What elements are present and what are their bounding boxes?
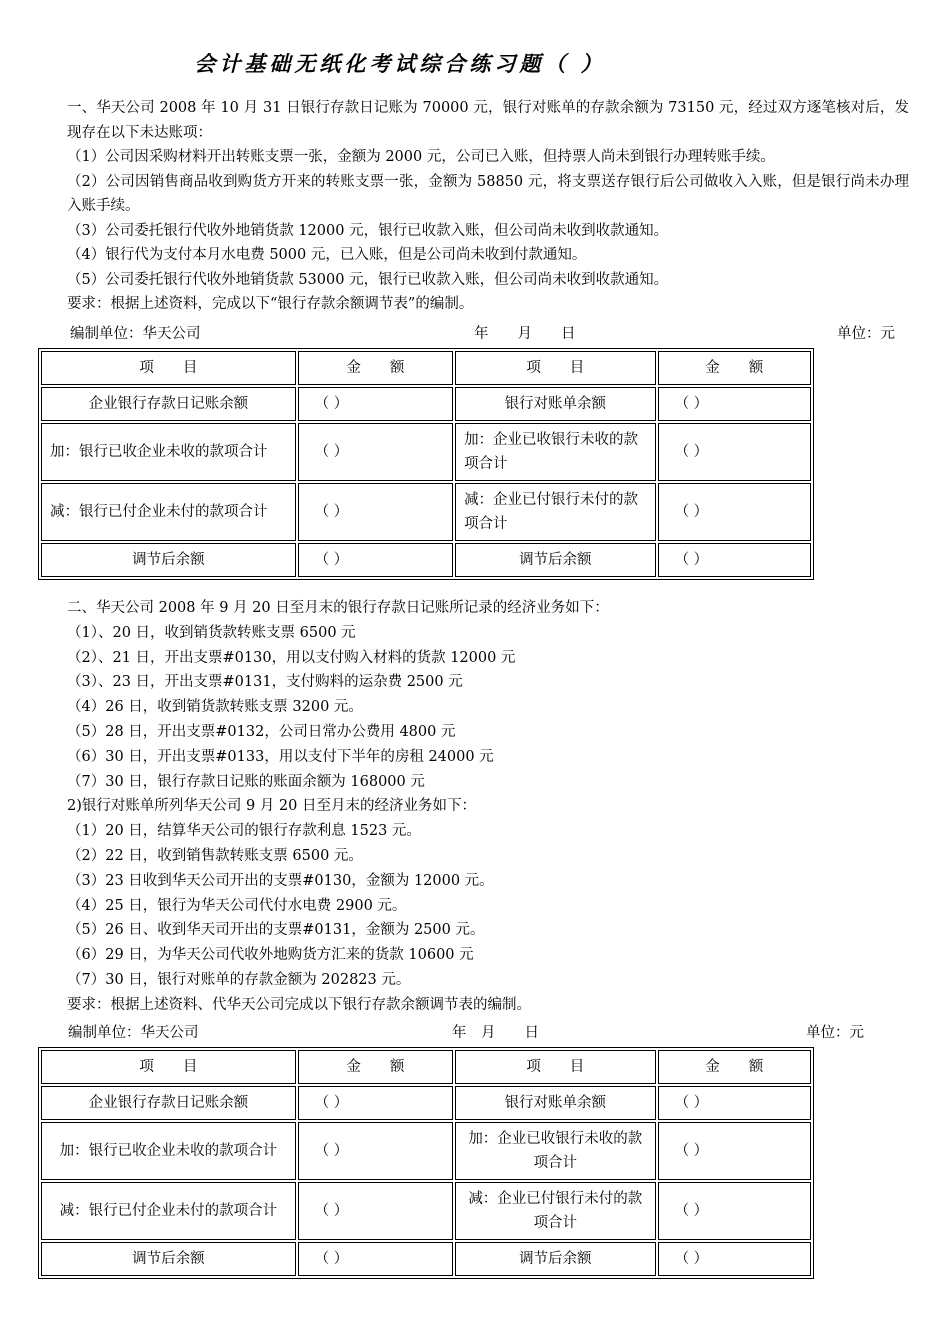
section2-item: （6）30 日，开出支票#0133，用以支付下半年的房租 24000 元: [67, 748, 494, 765]
section1-item: （5）公司委托银行代收外地销货款 53000 元，银行已收款入账，但公司尚未收到收款通知。: [67, 271, 669, 288]
cell-amount-blank[interactable]: （ ）: [298, 1122, 453, 1180]
table-row: [41, 1122, 811, 1180]
table-row: [41, 1086, 811, 1120]
table-row: [41, 543, 811, 577]
section1-intro: 一、华天公司 2008 年 10 月 31 日银行存款日记账为 70000 元，银行对账单的存款余额为 73150 元，经过双方逐笔核对后，发现存在以下未达账项：: [67, 100, 909, 141]
table2-unit-prefix: 编制单位：华天公司: [68, 1025, 199, 1041]
header-amount: 金 额: [298, 351, 453, 385]
section2-item: （5）26 日、收到华天司开出的支票#0131，金额为 2500 元。: [67, 922, 485, 939]
page-title: 会计基础无纸化考试综合练习题（ ）: [194, 51, 606, 76]
cell-amount-blank[interactable]: （ ）: [298, 387, 453, 421]
cell-label: 加：企业已收银行未收的款项合计: [455, 423, 656, 481]
table-header-row: [41, 1050, 811, 1084]
section2-item: （4）26 日，收到销货款转账支票 3200 元。: [67, 699, 363, 716]
cell-label: 企业银行存款日记账余额: [41, 1086, 296, 1120]
cell-label: 调节后余额: [41, 1242, 296, 1276]
reconciliation-table-2: [38, 1047, 814, 1279]
header-amount: 金 额: [658, 351, 811, 385]
section2-subheading: 2)银行对账单所列华天公司 9 月 20 日至月末的经济业务如下：: [67, 798, 476, 815]
section1-requirement: 要求：根据上述资料，完成以下“银行存款余额调节表”的编制。: [67, 296, 474, 312]
cell-amount-blank[interactable]: （ ）: [658, 387, 811, 421]
cell-amount-blank[interactable]: （ ）: [298, 543, 453, 577]
cell-label: 减：银行已付企业未付的款项合计: [41, 1182, 296, 1240]
table-row: [41, 423, 811, 481]
section2-item: （4）25 日，银行为华天公司代付水电费 2900 元。: [67, 897, 407, 914]
cell-amount-blank[interactable]: （ ）: [658, 423, 811, 481]
table2-unit-suffix: 单位：元: [806, 1025, 864, 1041]
header-item: 项 目: [41, 351, 296, 385]
section1-item: （4）银行代为支付本月水电费 5000 元，已入账，但是公司尚未收到付款通知。: [67, 247, 587, 263]
section2-requirement: 要求：根据上述资料、代华天公司完成以下银行存款余额调节表的编制。: [67, 996, 531, 1013]
table-row: [41, 483, 811, 541]
table-row: [41, 1182, 811, 1240]
cell-label: 调节后余额: [455, 1242, 656, 1276]
header-item: 项 目: [41, 1050, 296, 1084]
section1-item: （2）公司因销售商品收到购货方开来的转账支票一张，金额为 58850 元，将支票送存银行后公司做收入入账，但是银行尚未办理入账手续。: [67, 173, 909, 214]
cell-amount-blank[interactable]: （ ）: [658, 543, 811, 577]
section2-intro: 二、华天公司 2008 年 9 月 20 日至月末的银行存款日记账所记录的经济业务如下：: [67, 600, 609, 616]
cell-label: 减：企业已付银行未付的款项合计: [455, 483, 656, 541]
section2-item: （1）20 日，结算华天公司的银行存款利息 1523 元。: [67, 823, 421, 840]
header-amount: 金 额: [658, 1050, 811, 1084]
cell-label: 加：企业已收银行未收的款项合计: [455, 1122, 656, 1180]
reconciliation-table-1: [38, 348, 814, 580]
table2-date-label: 年 月 日: [452, 1025, 539, 1041]
cell-label: 加：银行已收企业未收的款项合计: [41, 1122, 296, 1180]
header-item: 项 目: [455, 351, 656, 385]
section2-item: （2）、21 日，开出支票#0130，用以支付购入材料的货款 12000 元: [67, 649, 516, 666]
cell-label: 企业银行存款日记账余额: [41, 387, 296, 421]
table-row: [41, 1242, 811, 1276]
table1-unit-prefix: 编制单位：华天公司: [70, 326, 201, 342]
cell-amount-blank[interactable]: （ ）: [298, 1086, 453, 1120]
table1-date-label: 年 月 日: [474, 326, 576, 342]
section2-item: （3）、23 日，开出支票#0131，支付购料的运杂费 2500 元: [67, 674, 463, 691]
cell-amount-blank[interactable]: （ ）: [298, 483, 453, 541]
cell-label: 减：银行已付企业未付的款项合计: [41, 483, 296, 541]
section2-item: （3）23 日收到华天公司开出的支票#0130，金额为 12000 元。: [67, 872, 494, 889]
table-row: [41, 387, 811, 421]
header-amount: 金 额: [298, 1050, 453, 1084]
cell-amount-blank[interactable]: （ ）: [298, 1182, 453, 1240]
section2-item: （6）29 日，为华天公司代收外地购货方汇来的货款 10600 元: [67, 947, 474, 964]
section1-item: （3）公司委托银行代收外地销货款 12000 元，银行已收款入账，但公司尚未收到收款通知。: [67, 222, 669, 239]
cell-label: 调节后余额: [41, 543, 296, 577]
cell-amount-blank[interactable]: （ ）: [658, 1242, 811, 1276]
cell-label: 加：银行已收企业未收的款项合计: [41, 423, 296, 481]
cell-label: 银行对账单余额: [455, 387, 656, 421]
section2-item: （7）30 日，银行存款日记账的账面余额为 168000 元: [67, 773, 425, 790]
header-item: 项 目: [455, 1050, 656, 1084]
cell-label: 银行对账单余额: [455, 1086, 656, 1120]
section1-text: [67, 96, 909, 317]
section1-item: （1）公司因采购材料开出转账支票一张，金额为 2000 元，公司已入账，但持票人尚未到银行办理转账手续。: [67, 149, 775, 165]
cell-label: 减：企业已付银行未付的款项合计: [455, 1182, 656, 1240]
cell-label: 调节后余额: [455, 543, 656, 577]
table-header-row: [41, 351, 811, 385]
section2-item: （2）22 日，收到销售款转账支票 6500 元。: [67, 847, 363, 864]
cell-amount-blank[interactable]: （ ）: [658, 1182, 811, 1240]
section2-item: （7）30 日，银行对账单的存款金额为 202823 元。: [67, 971, 411, 988]
cell-amount-blank[interactable]: （ ）: [298, 1242, 453, 1276]
cell-amount-blank[interactable]: （ ）: [298, 423, 453, 481]
section2-item: （5）28 日，开出支票#0132，公司日常办公费用 4800 元: [67, 723, 456, 740]
cell-amount-blank[interactable]: （ ）: [658, 1086, 811, 1120]
cell-amount-blank[interactable]: （ ）: [658, 1122, 811, 1180]
table1-unit-suffix: 单位：元: [837, 326, 895, 342]
section2-text: [67, 596, 909, 1018]
section2-item: （1）、20 日，收到销货款转账支票 6500 元: [67, 624, 356, 641]
cell-amount-blank[interactable]: （ ）: [658, 483, 811, 541]
